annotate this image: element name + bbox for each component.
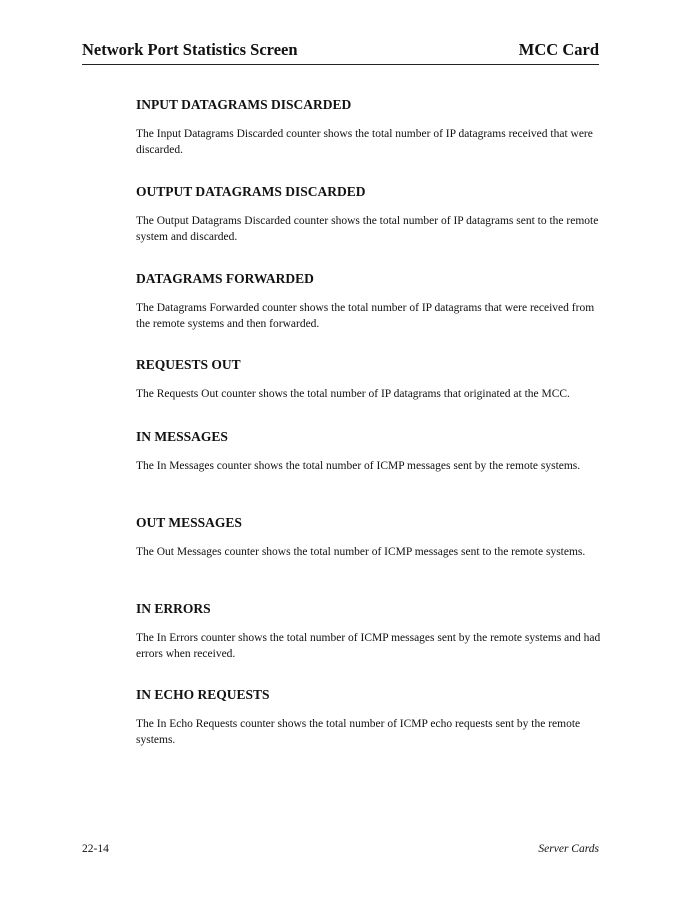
section-requests-out	[136, 357, 606, 429]
footer-section-name: Server Cards	[538, 843, 599, 855]
section-heading: OUT MESSAGES	[136, 515, 242, 530]
document-content	[136, 97, 606, 773]
card-name: MCC Card	[518, 40, 599, 59]
section-datagrams-forwarded	[136, 271, 606, 357]
section-out-messages	[136, 515, 606, 601]
page-footer	[82, 841, 599, 857]
section-in-errors	[136, 601, 606, 687]
section-input-datagrams-discarded	[136, 97, 606, 184]
section-heading: REQUESTS OUT	[136, 357, 241, 372]
section-body: The In Messages counter shows the total number of ICMP messages sent by the remote systems.	[136, 460, 581, 472]
section-heading: OUTPUT DATAGRAMS DISCARDED	[136, 184, 366, 199]
section-body: The In Errors counter shows the total number of ICMP messages sent by the remote systems and had errors when received.	[136, 632, 601, 660]
page-title: Network Port Statistics Screen	[82, 40, 298, 59]
section-heading: IN MESSAGES	[136, 429, 228, 444]
section-output-datagrams-discarded	[136, 184, 606, 271]
page-number: 22-14	[82, 843, 109, 855]
section-body: The Requests Out counter shows the total number of IP datagrams that originated at the MCC.	[136, 388, 570, 400]
section-in-echo-requests	[136, 687, 606, 773]
section-in-messages	[136, 429, 606, 515]
section-heading: IN ERRORS	[136, 601, 211, 616]
section-heading: INPUT DATAGRAMS DISCARDED	[136, 97, 352, 112]
section-body: The Out Messages counter shows the total number of ICMP messages sent to the remote systems.	[136, 546, 586, 558]
section-body: The In Echo Requests counter shows the total number of ICMP echo requests sent by the remote systems.	[136, 718, 581, 746]
section-body: The Input Datagrams Discarded counter shows the total number of IP datagrams received that were discarded.	[136, 128, 593, 156]
section-heading: DATAGRAMS FORWARDED	[136, 271, 314, 286]
section-body: The Output Datagrams Discarded counter shows the total number of IP datagrams sent to the remote system and discarded.	[136, 215, 599, 243]
section-body: The Datagrams Forwarded counter shows the total number of IP datagrams that were received from the remote systems and then forwarded.	[136, 302, 595, 330]
page-header	[82, 40, 599, 65]
section-heading: IN ECHO REQUESTS	[136, 687, 270, 702]
